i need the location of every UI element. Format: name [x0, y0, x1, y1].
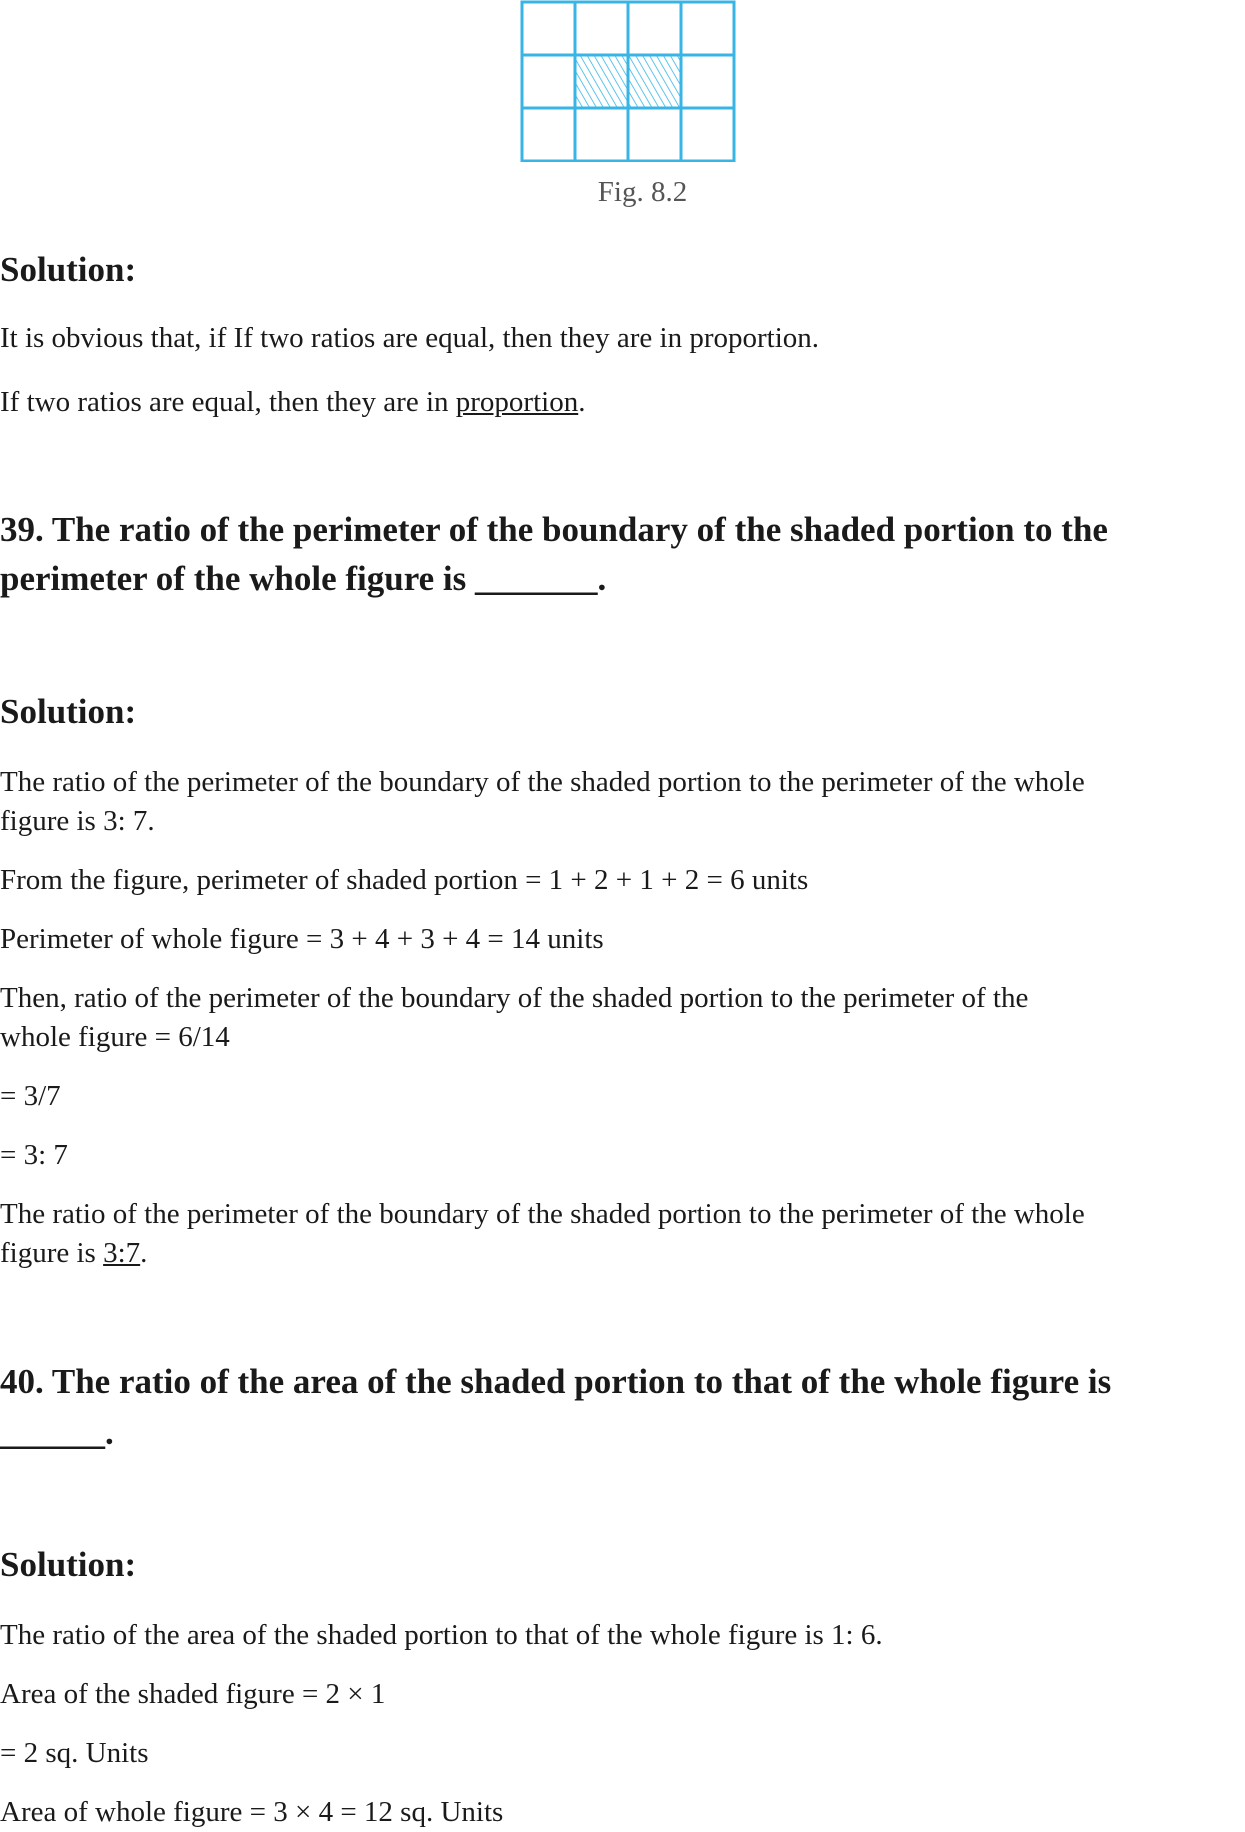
solution-1-line-2 [0, 382, 585, 422]
q39-line-5: Then, ratio of the perimeter of the boundary of the shaded portion to the perimeter of the [0, 982, 1029, 1014]
grid-cell [575, 108, 628, 161]
answer-proportion: proportion [455, 386, 579, 418]
q39-line-4: Perimeter of whole figure = 3 + 4 + 3 + 4 = 14 units [0, 923, 604, 955]
solution-1-line-2-post: . [578, 386, 586, 418]
solution-heading-1: Solution: [0, 250, 137, 289]
grid-cell [575, 2, 628, 55]
q39-line-2: figure is 3: 7. [0, 805, 155, 837]
solution-1-line-2-pre: If two ratios are equal, then they are in [0, 386, 456, 418]
shaded-cell-1 [575, 55, 628, 108]
q39-line-10-post: . [140, 1237, 148, 1269]
grid-cell [522, 55, 575, 108]
question-39-line-1: 39. The ratio of the perimeter of the boundary of the shaded portion to the [0, 510, 1108, 549]
q40-line-4: Area of whole figure = 3 × 4 = 12 sq. Units [0, 1796, 504, 1828]
q39-line-10-pre: figure is [0, 1237, 104, 1269]
grid-cell [628, 108, 681, 161]
figure-caption: Fig. 8.2 [597, 176, 688, 208]
shaded-cell-2 [628, 55, 681, 108]
q39-line-3: From the figure, perimeter of shaded portion = 1 + 2 + 1 + 2 = 6 units [0, 864, 809, 896]
grid-cell [628, 2, 681, 55]
grid-cell [681, 55, 734, 108]
grid-cell [681, 108, 734, 161]
question-39-line-2: perimeter of the whole figure is _______. [0, 559, 607, 598]
q39-line-8: = 3: 7 [0, 1139, 68, 1171]
question-40-line-1: 40. The ratio of the area of the shaded portion to that of the whole figure is [0, 1362, 1112, 1401]
solution-1-line-1: It is obvious that, if If two ratios are equal, then they are in proportion. [0, 322, 820, 354]
q39-line-7: = 3/7 [0, 1080, 61, 1112]
grid-cell [681, 2, 734, 55]
solution-heading-40: Solution: [0, 1545, 137, 1584]
q40-line-1: The ratio of the area of the shaded portion to that of the whole figure is 1: 6. [0, 1619, 883, 1651]
solution-heading-39: Solution: [0, 692, 137, 731]
q40-line-2: Area of the shaded figure = 2 × 1 [0, 1678, 386, 1710]
q39-line-9: The ratio of the perimeter of the boundary of the shaded portion to the perimeter of the whole [0, 1198, 1085, 1230]
grid-cell [522, 108, 575, 161]
q40-line-3: = 2 sq. Units [0, 1737, 149, 1769]
q39-line-1: The ratio of the perimeter of the boundary of the shaded portion to the perimeter of the whole [0, 766, 1085, 798]
question-40-line-2: ______. [0, 1413, 114, 1452]
figure-8-2 [520, 0, 738, 162]
grid-cell [522, 2, 575, 55]
grid-diagram [520, 0, 738, 162]
answer-3-7: 3:7 [103, 1237, 141, 1269]
q39-line-10 [0, 1233, 147, 1273]
q39-line-6: whole figure = 6/14 [0, 1021, 230, 1053]
